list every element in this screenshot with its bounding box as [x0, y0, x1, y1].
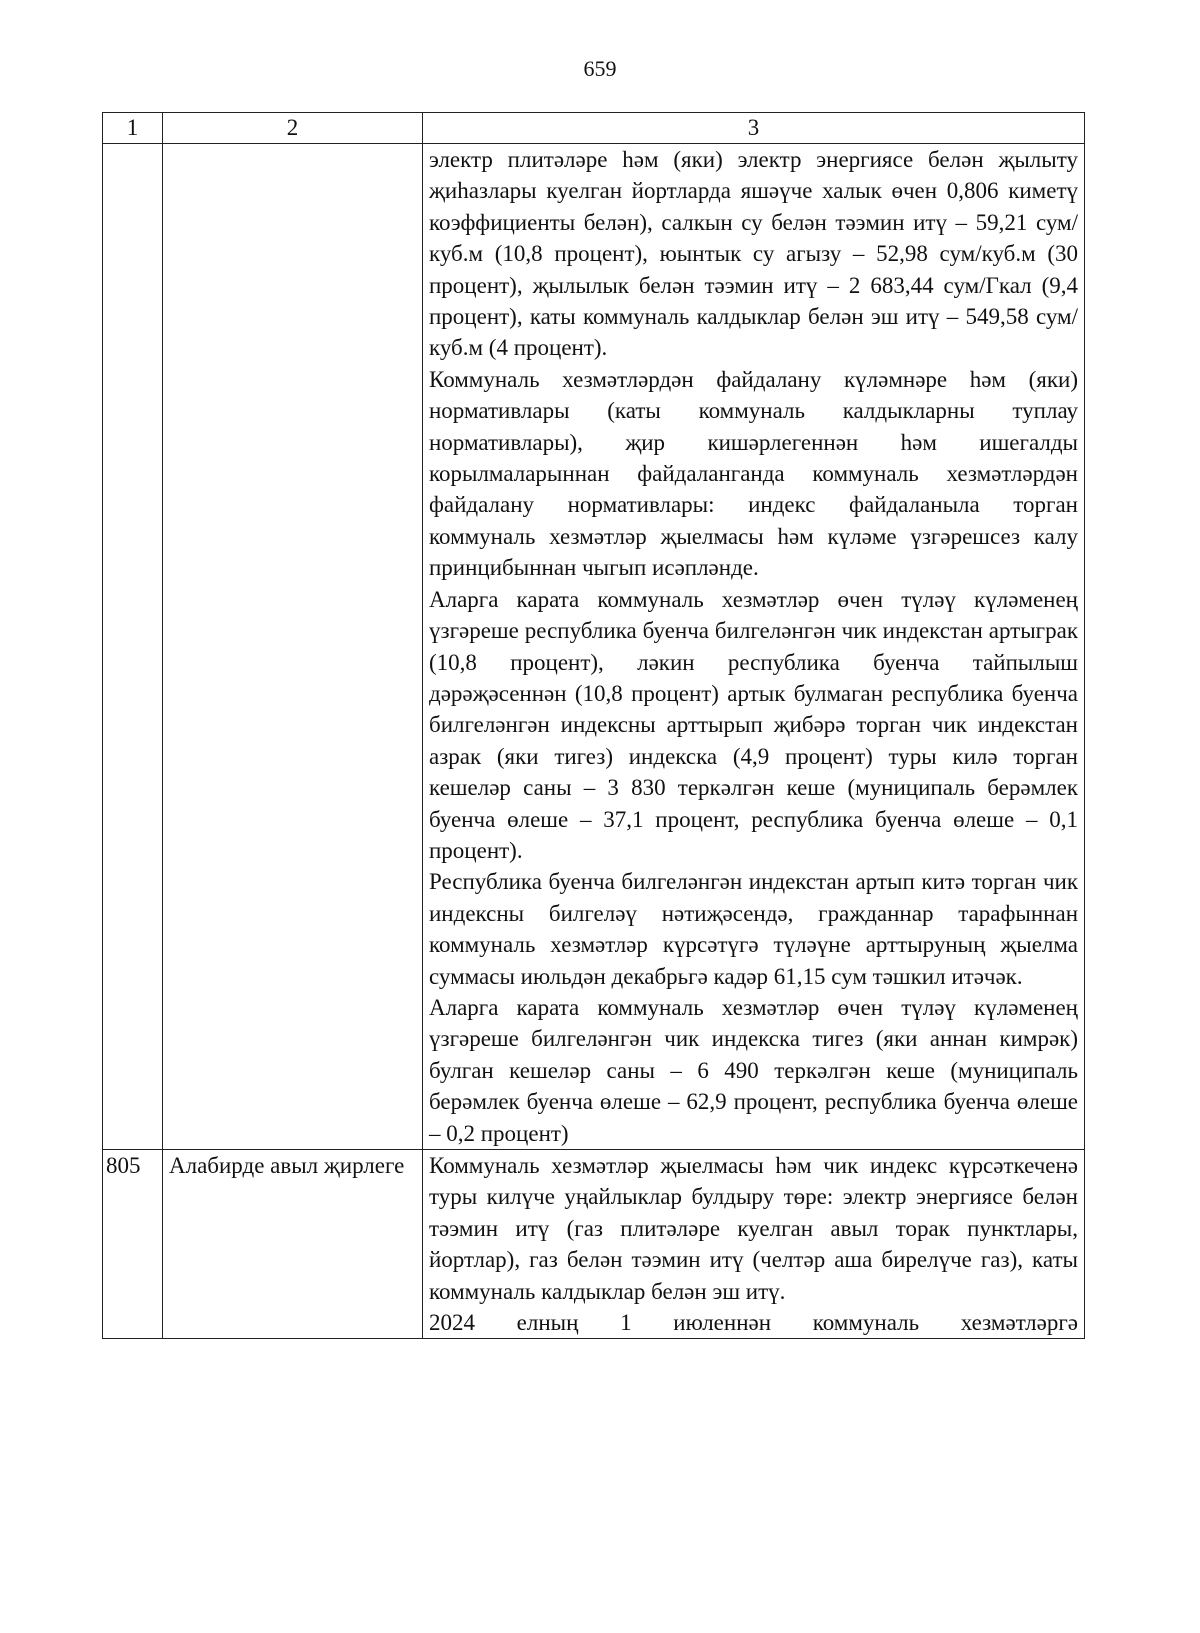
settlement-name-text: Алабирде авыл җирлеге: [169, 1153, 405, 1178]
settlement-name: [163, 1150, 423, 1339]
column-header-1: 1: [103, 113, 163, 144]
table-header-row: [103, 113, 1085, 144]
tariff-table: [102, 112, 1085, 1339]
description-cell: [423, 1150, 1085, 1339]
paragraph: Коммуналь хезмәтләр җыелмасы һәм чик индекс күрсәткеченә туры килүче уңайлыклар булдыру төре: электр энергиясе белән тәэмин итү (газ плитәләре куелган авыл торак пунктлары, йортлар), газ белән тәэмин итү (челтәр аша бирелүче газ), каты коммуналь калдыклар белән эш итү.: [429, 1153, 1078, 1304]
table-row: [103, 144, 1085, 1150]
row-number: [103, 144, 163, 1150]
paragraph: Республика буенча билгеләнгән индекстан артып китә торган чик индексны билгеләү нәтиҗәсендә, гражданнар тарафыннан коммуналь хезмәтләр күрсәтүгә түләүне арттыруның җыелма суммасы июльдән декабрьгә кадәр 61,15 сум тәшкил итәчәк.: [429, 869, 1078, 989]
description-cell: [423, 144, 1085, 1150]
paragraph: Аларга карата коммуналь хезмәтләр өчен түләү күләменең үзгәреше республика буенча билгеләнгән чик индекстан артыграк (10,8 процент), ләкин республика буенча тайпылыш дәрәҗәсеннән (10,8 процент) артык булмаган республика буенча билгеләнгән индексны арттырып җибәрә торган чик индекстан азрак (яки тигез) индекска (4,9 процент) туры килә торган кешеләр саны – 3 830 теркәлгән кеше (муниципаль берәмлек буенча өлеше – 37,1 процент, республика буенча өлеше – 0,1 процент).: [429, 586, 1078, 863]
row-number: 805: [103, 1150, 163, 1339]
table-row: [103, 1150, 1085, 1339]
page-number: 659: [583, 56, 617, 81]
paragraph: Коммуналь хезмәтләрдән файдалану күләмнәре һәм (яки) нормативлары (каты коммуналь калдыкларны туплау нормативлары), җир кишәрлегеннән һәм ишегалды корылмаларыннан файдаланганда коммуналь хезмәтләрдән файдалану нормативлары: индекс файдаланыла торган коммуналь хезмәтләр җыелмасы һәм күләме үзгәрешсез калу принцибыннан чыгып исәпләнде.: [429, 366, 1078, 581]
paragraph: Аларга карата коммуналь хезмәтләр өчен түләү күләменең үзгәреше билгеләнгән чик индекска тигез (яки аннан кимрәк) булган кешеләр саны – 6 490 теркәлгән кеше (муниципаль берәмлек буенча өлеше – 62,9 процент, республика буенча өлеше – 0,2 процент): [429, 994, 1078, 1146]
column-header-3: 3: [423, 113, 1085, 144]
paragraph: 2024 елның 1 июленнән коммуналь хезмәтләргә: [429, 1310, 1078, 1336]
settlement-name: [163, 144, 423, 1150]
column-header-2: 2: [163, 113, 423, 144]
paragraph: электр плитәләре һәм (яки) электр энергиясе белән җылыту җиһазлары куелган йортларда яшәүче халык өчен 0,806 киметү коэффициенты белән), салкын су белән тәэмин итү – 59,21 сум/куб.м (10,8 процент), юынтык су агызу – 52,98 сум/куб.м (30 процент), җылылык белән тәэмин итү – 2 683,44 сум/Гкал (9,4 процент), каты коммуналь калдыклар белән эш итү – 549,58 сум/куб.м (4 процент).: [429, 147, 1078, 361]
